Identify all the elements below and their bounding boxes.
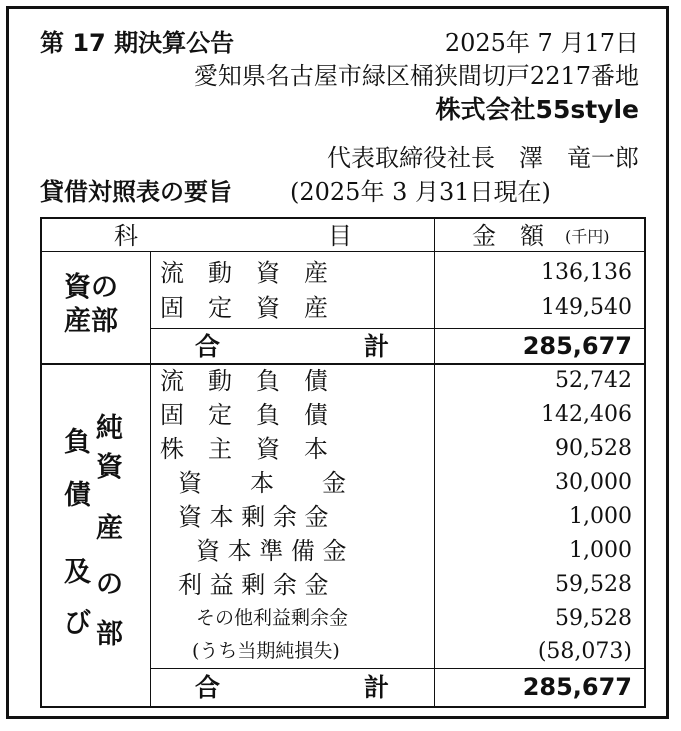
- row-label: 流 動 負 債: [160, 367, 328, 395]
- amount-column-divider: [434, 219, 435, 706]
- row-value: 30,000: [555, 470, 632, 495]
- as-of-date: (2025年 3 月31日現在): [290, 178, 551, 206]
- row-label: 固 定 負 債: [160, 401, 328, 429]
- liabilities-total-label-1: 合: [195, 673, 221, 702]
- row-label: 流 動 資 産: [160, 259, 328, 287]
- row-value: 142,406: [541, 402, 632, 427]
- representative-name: 代表取締役社長 澤 竜一郎: [327, 144, 639, 172]
- row-value: (58,073): [537, 639, 632, 664]
- assets-section-line2: 産部: [64, 306, 118, 337]
- liab-section-char: 負: [64, 427, 91, 458]
- assets-total-label-1: 合: [195, 332, 221, 361]
- row-value: 1,000: [569, 504, 632, 529]
- header-item-1: 科: [114, 222, 138, 250]
- company-address: 愛知県名古屋市緑区桶狭間切戸2217番地: [193, 62, 639, 90]
- liab-section-char: 部: [96, 619, 123, 650]
- section-divider: [42, 363, 644, 365]
- liab-section-char: 産: [96, 513, 123, 544]
- row-value: 90,528: [555, 436, 632, 461]
- liab-section-char: 及: [64, 557, 91, 588]
- header-divider: [42, 251, 644, 252]
- row-label: 固 定 資 産: [160, 294, 328, 322]
- liabilities-total-value: 285,677: [522, 673, 632, 701]
- header-unit: (千円): [565, 227, 610, 246]
- balance-sheet-table: [40, 217, 646, 708]
- assets-total-value: 285,677: [522, 332, 632, 360]
- liabilities-total-divider: [150, 668, 644, 669]
- company-name: 株式会社55style: [435, 95, 639, 124]
- row-label: 資 本 金: [178, 469, 346, 497]
- row-value: 59,528: [555, 606, 632, 631]
- row-label: 資 本 準 備 金: [196, 537, 347, 565]
- assets-section-line1: 資の: [64, 272, 118, 303]
- liab-section-char: 純: [96, 413, 123, 444]
- row-label: (うち当期純損失): [192, 640, 340, 662]
- row-value: 1,000: [569, 538, 632, 563]
- row-label: 利 益 剰 余 金: [178, 571, 329, 599]
- header-item-2: 目: [328, 222, 352, 250]
- row-label: 資 本 剰 余 金: [178, 503, 329, 531]
- notice-date: 2025年 7 月17日: [444, 29, 639, 57]
- liab-section-char: 債: [64, 480, 91, 511]
- liab-section-char: 資: [96, 452, 123, 483]
- row-label: その他利益剰余金: [196, 607, 349, 629]
- liabilities-total-label-2: 計: [364, 673, 390, 702]
- notice-title: 第 17 期決算公告: [40, 29, 235, 57]
- header-amount: 金 額: [472, 222, 544, 250]
- section-column-divider: [150, 251, 151, 706]
- assets-total-label-2: 計: [364, 332, 390, 361]
- row-value: 149,540: [541, 295, 632, 320]
- document-title: 貸借対照表の要旨: [40, 178, 232, 206]
- row-value: 136,136: [541, 260, 632, 285]
- row-label: 株 主 資 本: [160, 435, 328, 463]
- row-value: 52,742: [555, 368, 632, 393]
- liab-section-char: の: [96, 569, 123, 600]
- assets-total-divider: [150, 328, 644, 329]
- row-value: 59,528: [555, 572, 632, 597]
- liab-section-char: び: [64, 608, 91, 639]
